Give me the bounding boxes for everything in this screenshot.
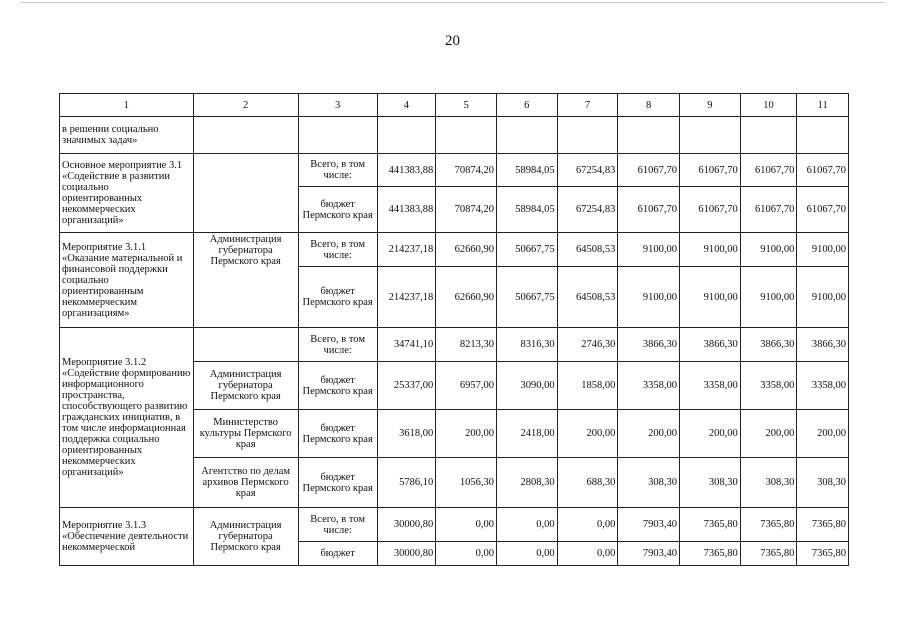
value-cell: 7365,80 bbox=[740, 508, 797, 542]
value-cell: 7365,80 bbox=[680, 542, 741, 566]
funding-source: Всего, в том числе: bbox=[298, 233, 377, 267]
responsible-org: Администрация губернатора Пермского края bbox=[193, 233, 298, 328]
value-cell: 200,00 bbox=[680, 410, 741, 458]
value-cell: 7365,80 bbox=[797, 508, 849, 542]
value-cell: 200,00 bbox=[618, 410, 680, 458]
value-cell: 62660,90 bbox=[436, 233, 497, 267]
column-header: 4 bbox=[377, 94, 436, 117]
value-cell: 34741,10 bbox=[377, 328, 436, 362]
value-cell: 30000,80 bbox=[377, 508, 436, 542]
value-cell: 3618,00 bbox=[377, 410, 436, 458]
funding-source: бюджет Пермского края bbox=[298, 267, 377, 328]
value-cell: 9100,00 bbox=[680, 233, 741, 267]
value-cell: 8316,30 bbox=[496, 328, 557, 362]
value-cell: 308,30 bbox=[797, 458, 849, 508]
value-cell: 308,30 bbox=[618, 458, 680, 508]
value-cell: 3866,30 bbox=[740, 328, 797, 362]
value-cell: 3358,00 bbox=[740, 362, 797, 410]
value-cell: 25337,00 bbox=[377, 362, 436, 410]
value-cell: 308,30 bbox=[680, 458, 741, 508]
value-cell: 9100,00 bbox=[618, 233, 680, 267]
column-header: 9 bbox=[680, 94, 741, 117]
column-header: 11 bbox=[797, 94, 849, 117]
value-cell: 9100,00 bbox=[797, 233, 849, 267]
value-cell: 200,00 bbox=[436, 410, 497, 458]
table-row bbox=[60, 117, 849, 154]
value-cell: 30000,80 bbox=[377, 542, 436, 566]
table-row bbox=[60, 328, 849, 362]
value-cell: 0,00 bbox=[496, 508, 557, 542]
value-cell: 308,30 bbox=[740, 458, 797, 508]
value-cell: 441383,88 bbox=[377, 154, 436, 187]
funding-source: бюджет Пермского края bbox=[298, 362, 377, 410]
budget-table bbox=[59, 93, 849, 566]
value-cell: 61067,70 bbox=[680, 154, 741, 187]
page-top-edge bbox=[20, 2, 885, 3]
value-cell: 58984,05 bbox=[496, 187, 557, 233]
value-cell: 7365,80 bbox=[680, 508, 741, 542]
value-cell: 2418,00 bbox=[496, 410, 557, 458]
value-cell: 6957,00 bbox=[436, 362, 497, 410]
value-cell: 9100,00 bbox=[740, 233, 797, 267]
value-cell: 441383,88 bbox=[377, 187, 436, 233]
value-cell: 62660,90 bbox=[436, 267, 497, 328]
measure-name: Мероприятие 3.1.1 «Оказание материальной и финансовой поддержки социально ориентированным некоммерческим организациям» bbox=[60, 233, 194, 328]
responsible-org: Агентство по делам архивов Пермского края bbox=[193, 458, 298, 508]
value-cell: 7365,80 bbox=[740, 542, 797, 566]
value-cell: 0,00 bbox=[496, 542, 557, 566]
value-cell: 3358,00 bbox=[797, 362, 849, 410]
value-cell: 5786,10 bbox=[377, 458, 436, 508]
value-cell: 1056,30 bbox=[436, 458, 497, 508]
value-cell: 200,00 bbox=[557, 410, 618, 458]
value-cell: 58984,05 bbox=[496, 154, 557, 187]
table-row bbox=[60, 154, 849, 187]
value-cell: 0,00 bbox=[557, 508, 618, 542]
value-cell: 3090,00 bbox=[496, 362, 557, 410]
measure-name: Мероприятие 3.1.3 «Обеспечение деятельности некоммерческой bbox=[60, 508, 194, 566]
value-cell: 70874,20 bbox=[436, 187, 497, 233]
value-cell: 0,00 bbox=[436, 542, 497, 566]
value-cell: 61067,70 bbox=[680, 187, 741, 233]
page-number: 20 bbox=[445, 33, 460, 49]
value-cell: 8213,30 bbox=[436, 328, 497, 362]
funding-source: бюджет bbox=[298, 542, 377, 566]
value-cell: 67254,83 bbox=[557, 154, 618, 187]
value-cell: 64508,53 bbox=[557, 233, 618, 267]
value-cell: 50667,75 bbox=[496, 233, 557, 267]
value-cell: 3866,30 bbox=[680, 328, 741, 362]
measure-name: Основное мероприятие 3.1 «Содействие в развитии социально ориентированных некоммерческих организаций» bbox=[60, 154, 194, 233]
funding-source: бюджет Пермского края bbox=[298, 187, 377, 233]
value-cell: 0,00 bbox=[557, 542, 618, 566]
value-cell: 70874,20 bbox=[436, 154, 497, 187]
value-cell: 9100,00 bbox=[680, 267, 741, 328]
funding-source: Всего, в том числе: bbox=[298, 508, 377, 542]
value-cell: 9100,00 bbox=[740, 267, 797, 328]
value-cell: 61067,70 bbox=[740, 187, 797, 233]
value-cell: 200,00 bbox=[797, 410, 849, 458]
value-cell: 9100,00 bbox=[618, 267, 680, 328]
value-cell: 688,30 bbox=[557, 458, 618, 508]
value-cell: 1858,00 bbox=[557, 362, 618, 410]
value-cell: 0,00 bbox=[436, 508, 497, 542]
value-cell: 61067,70 bbox=[618, 154, 680, 187]
value-cell: 67254,83 bbox=[557, 187, 618, 233]
column-header: 1 bbox=[60, 94, 194, 117]
value-cell: 61067,70 bbox=[618, 187, 680, 233]
value-cell: 214237,18 bbox=[377, 233, 436, 267]
column-header: 3 bbox=[298, 94, 377, 117]
value-cell: 2808,30 bbox=[496, 458, 557, 508]
table-header-row bbox=[60, 94, 849, 117]
value-cell: 3358,00 bbox=[680, 362, 741, 410]
column-header: 10 bbox=[740, 94, 797, 117]
value-cell: 7903,40 bbox=[618, 508, 680, 542]
column-header: 6 bbox=[496, 94, 557, 117]
funding-source: Всего, в том числе: bbox=[298, 328, 377, 362]
measure-name: Мероприятие 3.1.2 «Содействие формированию информационного пространства, способствующего развитию гражданских инициатив, в том числе информационная поддержка социально ориентированных некоммерческих организаций» bbox=[60, 328, 194, 508]
value-cell: 3358,00 bbox=[618, 362, 680, 410]
value-cell: 61067,70 bbox=[797, 187, 849, 233]
value-cell: 61067,70 bbox=[740, 154, 797, 187]
value-cell: 7903,40 bbox=[618, 542, 680, 566]
value-cell: 61067,70 bbox=[797, 154, 849, 187]
column-header: 2 bbox=[193, 94, 298, 117]
value-cell: 7365,80 bbox=[797, 542, 849, 566]
funding-source: бюджет Пермского края bbox=[298, 410, 377, 458]
measure-name-cont: в решении социально значимых задач» bbox=[60, 117, 194, 154]
column-header: 7 bbox=[557, 94, 618, 117]
table-row bbox=[60, 233, 849, 267]
responsible-org: Министерство культуры Пермского края bbox=[193, 410, 298, 458]
column-header: 8 bbox=[618, 94, 680, 117]
value-cell: 3866,30 bbox=[797, 328, 849, 362]
value-cell: 214237,18 bbox=[377, 267, 436, 328]
value-cell: 200,00 bbox=[740, 410, 797, 458]
funding-source: бюджет Пермского края bbox=[298, 458, 377, 508]
responsible-org: Администрация губернатора Пермского края bbox=[193, 508, 298, 566]
value-cell: 50667,75 bbox=[496, 267, 557, 328]
value-cell: 9100,00 bbox=[797, 267, 849, 328]
table-row bbox=[60, 508, 849, 542]
value-cell: 2746,30 bbox=[557, 328, 618, 362]
value-cell: 3866,30 bbox=[618, 328, 680, 362]
responsible-org: Администрация губернатора Пермского края bbox=[193, 362, 298, 410]
column-header: 5 bbox=[436, 94, 497, 117]
value-cell: 64508,53 bbox=[557, 267, 618, 328]
funding-source: Всего, в том числе: bbox=[298, 154, 377, 187]
